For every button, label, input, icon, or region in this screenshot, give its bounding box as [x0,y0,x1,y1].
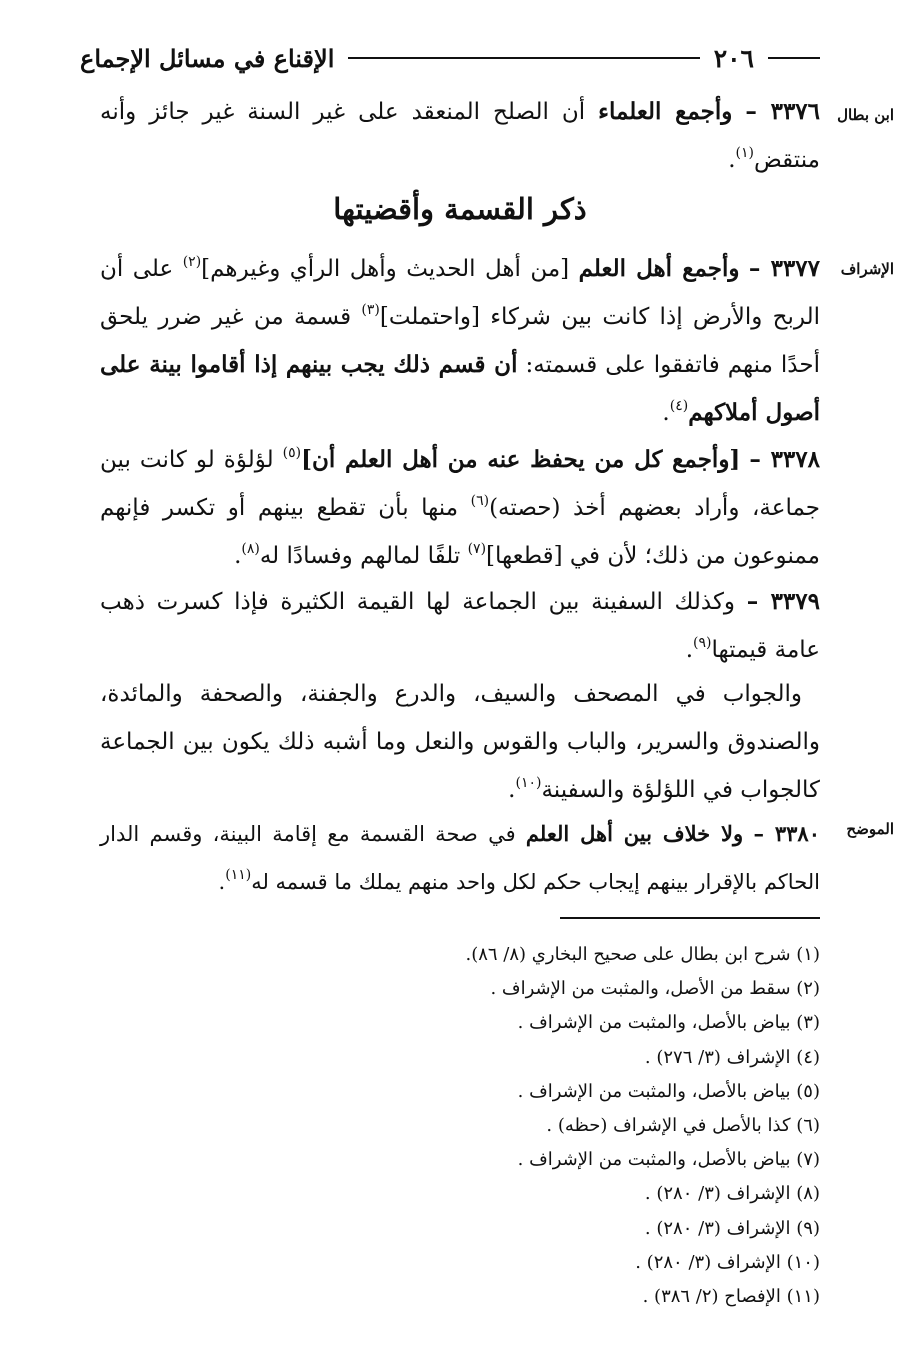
footnote-ref: (٦) [470,493,490,509]
margin-label-ishraf: الإشراف [840,260,894,278]
paragraph-3376 [100,88,820,184]
consensus-phrase: [وأجمع كل من يحفظ عنه من أهل العلم أن] [301,446,741,473]
footnote-ref: (٩) [693,635,712,651]
paragraph-text: أن الصلح المنعقد على غير السنة غير جائز وأنه منتقض [100,99,820,173]
paragraph-text: والجواب في المصحف والسيف، والدرع والجفنة، والصحفة والمائدة، والصندوق والسرير، والباب والقوس والنعل وما أشبه ذلك يكون بين الجماعة كالجواب في اللؤلؤة والسفينة [100,681,820,803]
paragraph-text: لؤلؤة لو كانت بين جماعة، وأراد بعضهم أخذ (حصته) [100,447,820,521]
consensus-phrase: وأجمع أهل العلم [578,255,740,282]
footnote-ref: (٨) [241,541,260,557]
footnote-separator [560,917,820,919]
footnote-ref: (٤) [669,398,689,414]
paragraph-3379 [100,578,820,674]
paragraph-text: منها بأن تقطع بينهم أو تكسر فإنهم ممنوعون من ذلك؛ لأن في [قطعها] [100,495,820,569]
footnote-1: (١) شرح ابن بطال على صحيح البخاري (٨/ ٨٦). [465,944,820,965]
footnote-4: (٤) الإشراف (٣/ ٢٧٦) . [644,1046,820,1068]
paragraph-jawab [100,670,820,814]
paragraph-text: على أن الربح والأرض إذا كانت بين شركاء [واحتملت] [100,256,820,330]
footnote-3: (٣) بياض بالأصل، والمثبت من الإشراف . [517,1012,820,1034]
book-title: الإقناع في مسائل الإجماع [80,43,335,73]
footnote-2: (٢) سقط من الأصل، والمثبت من الإشراف . [490,978,820,1000]
consensus-phrase: وأجمع العلماء [598,98,733,125]
footnote-11: (١١) الإفصاح (٢/ ٣٨٦) . [642,1286,820,1308]
footnote-ref: (٥) [282,445,302,461]
issue-number: ٣٣٧٨ – [749,446,820,473]
footnote-ref: (١٠) [515,775,542,791]
margin-label-ibn-battal: ابن بطال [837,106,894,124]
issue-number: ٣٣٨٠ – [753,821,820,846]
period: . [234,543,242,569]
period: . [662,400,670,426]
footnote-6: (٦) كذا بالأصل في الإشراف (حظه) . [546,1115,820,1137]
paragraph-3378 [100,436,820,580]
footnote-ref: (٣) [361,302,380,318]
footnote-ref: (٧) [467,541,487,557]
period: . [508,777,516,803]
paragraph-text: [من أهل الحديث وأهل الرأي وغيرهم] [201,256,570,282]
consensus-phrase: ولا خلاف بين أهل العلم [525,821,744,846]
margin-label-mudih: الموضح [846,820,894,838]
period: . [728,147,736,173]
footnote-ref: (٢) [182,254,202,270]
header-rule [348,57,699,59]
footnote-9: (٩) الإشراف (٣/ ٢٨٠) . [644,1217,820,1239]
footnote-ref: (١١) [225,867,252,883]
section-heading: ذكر القسمة وأقضيتها [333,192,587,226]
footnote-ref: (١) [735,145,754,161]
running-header [80,38,820,78]
issue-number: ٣٣٧٩ – [746,588,820,615]
header-dash [768,57,820,59]
paragraph-text: في صحة القسمة مع إقامة البينة، وقسم الدار الحاكم بالإقرار بينهم إيجاب حكم لكل واحد منهم يملك ما قسمه له [100,822,820,894]
page-number: ٢٠٦ [713,43,754,73]
footnotes-list [100,938,820,1314]
footnote-8: (٨) الإشراف (٣/ ٢٨٠) . [644,1183,820,1205]
footnote-7: (٧) بياض بالأصل، والمثبت من الإشراف . [517,1149,820,1171]
footnote-5: (٥) بياض بالأصل، والمثبت من الإشراف . [517,1080,820,1102]
paragraph-text: تلفًا لمالهم وفسادًا له [259,543,461,569]
paragraph-3377 [100,245,820,437]
issue-number: ٣٣٧٧ – [748,255,820,282]
paragraph-3380 [100,810,820,906]
ruling-phrase: أن قسم ذلك يجب بينهم إذا أقاموا بينة على أصول أملاكهم [100,351,820,426]
period: . [685,637,694,663]
footnote-10: (١٠) الإشراف (٣/ ٢٨٠) . [635,1251,820,1273]
paragraph-text: وكذلك السفينة بين الجماعة لها القيمة الكثيرة فإذا كسرت ذهب عامة قيمتها [100,589,820,663]
issue-number: ٣٣٧٦ – [745,98,821,125]
paragraph-text: قسمة من غير ضرر يلحق أحدًا منهم فاتفقوا على قسمته: [100,304,820,378]
period: . [218,870,226,894]
